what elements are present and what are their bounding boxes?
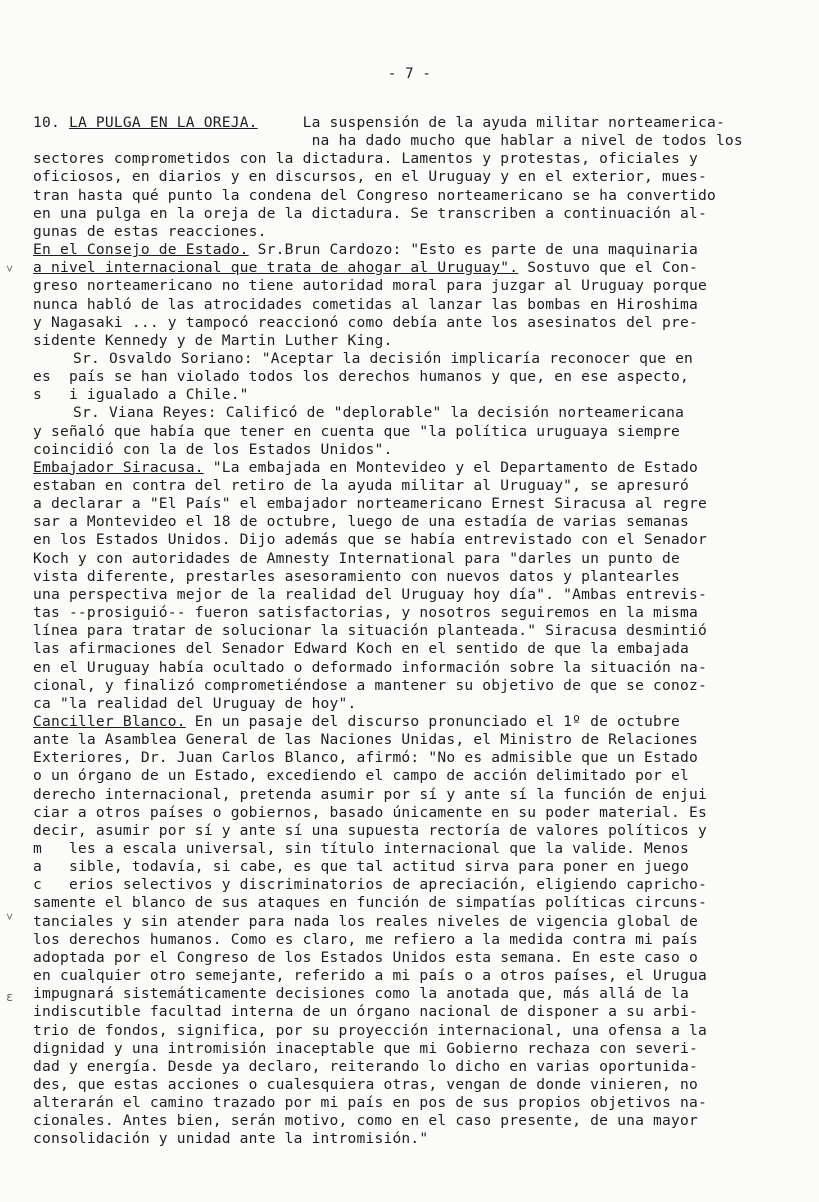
- text-segment: derecho internacional, pretenda asumir por sí y ante sí la función de enjui: [33, 785, 707, 803]
- text-segment: sectores comprometidos con la dictadura. Lamentos y protestas, oficiales y: [33, 150, 698, 168]
- text-line: [33, 586, 707, 604]
- underlined-heading: En el Consejo de Estado.: [33, 241, 249, 259]
- text-segment: Sr. Viana Reyes: Calificó de "deplorable" la decisión norteamericana: [73, 404, 685, 422]
- text-line: [33, 368, 689, 386]
- text-segment: coincidió con la de los Estados Unidos".: [33, 440, 393, 458]
- text-segment: cional, y finalizó comprometiéndose a mantener su objetivo de que se conoz-: [33, 676, 707, 694]
- text-segment: trio de fondos, significa, por su proyección internacional, una ofensa a la: [33, 1021, 707, 1039]
- text-segment: Koch y con autoridades de Amnesty International para "darles un punto de: [33, 549, 681, 567]
- text-segment: oficiosos, en diarios y en discursos, en el Uruguay y en el exterior, mues-: [33, 168, 707, 186]
- text-line: [33, 622, 707, 640]
- text-line: [33, 967, 707, 985]
- text-segment: decir, asumir por sí y ante sí una supuesta rectoría de valores políticos y: [33, 821, 707, 839]
- text-segment: consolidación y unidad ante la intromisión.": [33, 1130, 429, 1148]
- text-segment: greso norteamericano no tiene autoridad moral para juzgar al Uruguay porque: [33, 277, 707, 295]
- text-line: [33, 314, 698, 332]
- text-segment: indiscutible facultad interna de un órgano nacional de disponer a su arbi-: [33, 1003, 698, 1021]
- text-line: [33, 1040, 698, 1058]
- text-segment: alterarán el camino trazado por mi país en pos de sus propios objetivos na-: [33, 1094, 707, 1112]
- text-segment: o un órgano de un Estado, excediendo el campo de acción delimitado por el: [33, 767, 689, 785]
- text-line: [73, 404, 684, 422]
- text-segment: las afirmaciones del Senador Edward Koch en el sentido de que la embajada: [33, 640, 689, 658]
- text-line: [33, 241, 698, 259]
- text-segment: en el Uruguay había ocultado o deformado información sobre la situación na-: [33, 658, 707, 676]
- text-segment: tas --prosiguió-- fueron satisfactorias, y nosotros seguiremos en la misma: [33, 604, 698, 622]
- text-line: [33, 423, 680, 441]
- text-line: [33, 277, 707, 295]
- text-line: [33, 223, 267, 241]
- text-segment: ciar a otros países o gobiernos, basado únicamente en su poder material. Es: [33, 803, 707, 821]
- text-line: [33, 477, 689, 495]
- text-line: [33, 1022, 707, 1040]
- text-segment: sidente Kennedy y de Martin Luther King.: [33, 331, 393, 349]
- underlined-heading: Embajador Siracusa.: [33, 458, 204, 476]
- text-line: [33, 495, 707, 513]
- text-line: [33, 949, 698, 967]
- underlined-heading: Canciller Blanco.: [33, 712, 186, 730]
- text-segment: c erios selectivos y discriminatorios de apreciación, eligiendo capricho-: [33, 876, 707, 894]
- text-line: [33, 604, 698, 622]
- text-segment: dignidad y una intromisión inaceptable que mi Gobierno rechaza con severi-: [33, 1039, 698, 1057]
- text-line: [33, 931, 698, 949]
- underlined-heading: LA PULGA EN LA OREJA.: [68, 114, 258, 131]
- text-line: [33, 513, 689, 531]
- text-segment: en una pulga en la oreja de la dictadura. Se transcriben a continuación al-: [33, 204, 707, 222]
- text-line: [33, 531, 707, 549]
- text-line: [33, 114, 725, 132]
- text-segment: 10.: [33, 114, 69, 131]
- text-segment: adoptada por el Congreso de los Estados Unidos esta semana. En este caso o: [33, 948, 698, 966]
- text-segment: Sr.Brun Cardozo: "Esto es parte de una maquinaria: [248, 241, 698, 259]
- text-line: [33, 804, 707, 822]
- text-segment: estaban en contra del retiro de la ayuda militar al Uruguay", se apresuró: [33, 477, 689, 494]
- text-line: [33, 568, 680, 586]
- text-segment: s i igualado a Chile.": [33, 386, 249, 404]
- text-segment: impugnará sistemáticamente decisiones como la anotada que, más allá de la: [33, 985, 689, 1003]
- margin-mark: ˅: [6, 910, 14, 924]
- text-segment: "La embajada en Montevideo y el Departamento de Estado: [203, 458, 698, 476]
- text-segment: tanciales y sin atender para nada los reales niveles de vigencia global de: [33, 912, 698, 930]
- text-line: [33, 640, 689, 658]
- text-segment: línea para tratar de solucionar la situación planteada." Siracusa desmintió: [33, 622, 707, 640]
- text-line: [33, 731, 698, 749]
- text-segment: en los Estados Unidos. Dijo además que se había entrevistado con el Senador: [33, 531, 707, 549]
- text-segment: sar a Montevideo el 18 de octubre, luego de una estadía de varias semanas: [33, 513, 689, 531]
- text-line: [33, 132, 743, 150]
- text-line: [33, 894, 707, 912]
- page-number: - 7 -: [387, 66, 432, 82]
- text-line: [33, 550, 680, 568]
- text-segment: Exteriores, Dr. Juan Carlos Blanco, afirmó: "No es admisible que un Estado: [33, 749, 698, 767]
- text-line: [33, 386, 249, 404]
- text-line: [33, 767, 689, 785]
- text-line: [33, 259, 698, 277]
- text-segment: ca "la realidad del Uruguay de hoy".: [33, 694, 357, 712]
- text-line: [33, 205, 707, 223]
- text-line: [33, 985, 689, 1003]
- text-line: [33, 1094, 707, 1112]
- text-segment: Sr. Osvaldo Soriano: "Aceptar la decisión implicaría reconocer que en: [73, 349, 694, 367]
- text-line: [33, 1076, 698, 1094]
- text-line: [33, 150, 698, 168]
- text-line: [33, 786, 707, 804]
- text-segment: los derechos humanos. Como es claro, me refiero a la medida contra mi país: [33, 930, 698, 948]
- text-line: [33, 1003, 698, 1021]
- text-segment: La suspensión de la ayuda militar norteamerica-: [257, 114, 725, 131]
- text-line: [33, 168, 707, 186]
- text-line: [33, 459, 698, 477]
- text-segment: cionales. Antes bien, serán motivo, como en el caso presente, de una mayor: [33, 1112, 698, 1130]
- margin-mark: ɛ: [6, 990, 14, 1004]
- text-segment: una perspectiva mejor de la realidad del Uruguay hoy día". "Ambas entrevis-: [33, 585, 707, 603]
- text-line: [33, 695, 357, 713]
- text-segment: samente el blanco de sus ataques en función de simpatías políticas circuns-: [33, 894, 707, 912]
- text-segment: gunas de estas reacciones.: [33, 222, 267, 240]
- underlined-heading: a nivel internacional que trata de ahogar al Uruguay".: [33, 259, 519, 277]
- text-segment: Sostuvo que el Con-: [518, 259, 698, 277]
- text-line: [33, 677, 707, 695]
- text-line: [33, 913, 698, 931]
- text-line: [33, 1058, 698, 1076]
- text-line: [33, 441, 392, 459]
- margin-mark: ˅: [6, 262, 14, 276]
- text-segment: vista diferente, prestarles asesoramiento con nuevos datos y plantearles: [33, 567, 681, 585]
- text-line: [73, 350, 693, 368]
- text-segment: y señaló que había que tener en cuenta que "la política uruguaya siempre: [33, 422, 681, 440]
- text-segment: En un pasaje del discurso pronunciado el 1º de octubre: [185, 712, 681, 730]
- text-line: [33, 187, 716, 205]
- text-segment: y Nagasaki ... y tampocó reaccionó como debía ante los asesinatos del pre-: [33, 313, 698, 331]
- text-segment: na ha dado mucho que hablar a nivel de todos los: [33, 132, 743, 150]
- text-line: [33, 1130, 428, 1148]
- text-line: [33, 332, 392, 350]
- text-segment: tran hasta qué punto la condena del Congreso norteamericano se ha convertido: [33, 186, 716, 204]
- text-segment: es país se han violado todos los derechos humanos y que, en ese aspecto,: [33, 368, 689, 386]
- text-line: [33, 858, 689, 876]
- text-segment: a declarar a "El País" el embajador norteamericano Ernest Siracusa al regre: [33, 495, 707, 513]
- text-segment: a sible, todavía, si cabe, es que tal actitud sirva para poner en juego: [33, 858, 689, 876]
- text-line: [33, 822, 707, 840]
- text-segment: ante la Asamblea General de las Naciones Unidas, el Ministro de Relaciones: [33, 731, 698, 749]
- text-line: [33, 713, 680, 731]
- text-segment: en cualquier otro semejante, referido a mi país o a otros países, el Urugua: [33, 967, 707, 985]
- text-line: [33, 840, 689, 858]
- text-segment: m les a escala universal, sin título internacional que la valide. Menos: [33, 840, 689, 857]
- text-line: [33, 749, 698, 767]
- text-line: [33, 296, 698, 314]
- text-segment: nunca habló de las atrocidades cometidas al lanzar las bombas en Hiroshima: [33, 295, 698, 313]
- text-segment: dad y energía. Desde ya declaro, reiterando lo dicho en varias oportunida-: [33, 1057, 698, 1075]
- text-line: [33, 1112, 698, 1130]
- text-line: [33, 659, 707, 677]
- text-segment: des, que estas acciones o cualesquiera otras, vengan de donde vinieren, no: [33, 1075, 698, 1093]
- text-line: [33, 876, 707, 894]
